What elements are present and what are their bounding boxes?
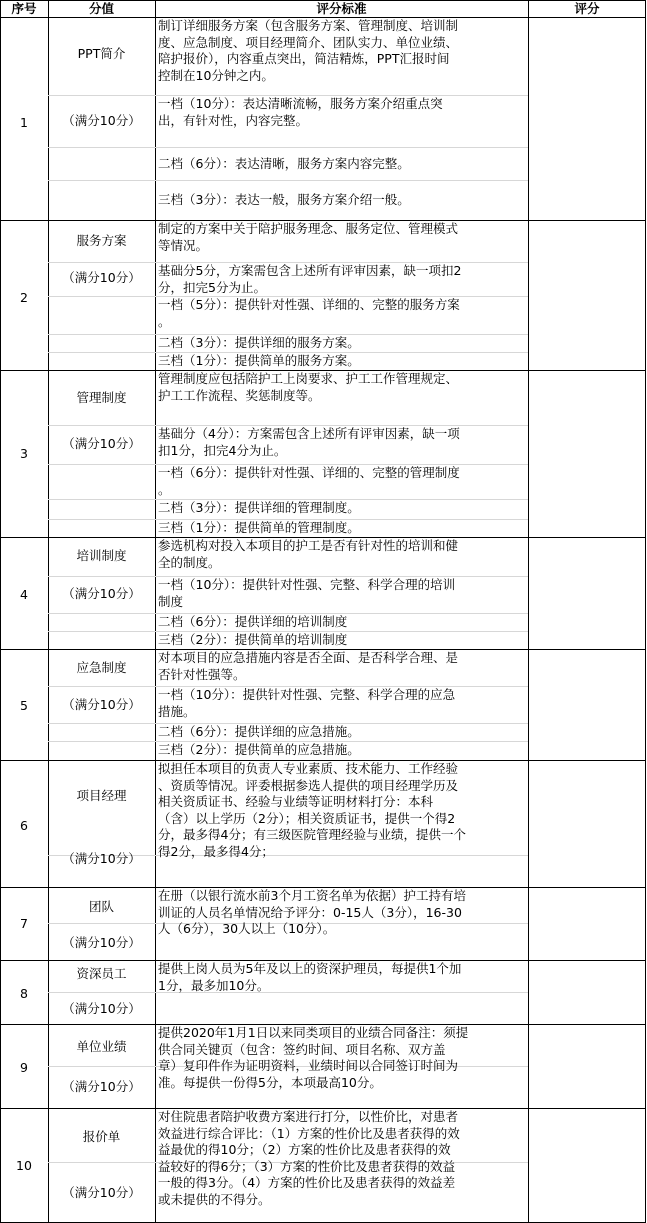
criteria-line: 扣1分，扣完4分为止。 (158, 442, 287, 458)
criteria-line: 全的制度。 (158, 554, 221, 570)
criteria-text (158, 632, 528, 649)
criteria-text (158, 1109, 528, 1222)
criteria-line: 相关资质证书、经验与业绩等证明材料打分：本科 (158, 794, 434, 809)
row-item-label: 单位业绩 (76, 1039, 127, 1054)
criteria-text (158, 371, 528, 425)
criteria-text (158, 297, 528, 334)
criteria-line: 效益进行综合评比：（1）方案的性价比及患者获得的效 (158, 1125, 460, 1141)
criteria-text (158, 888, 528, 960)
row-item-label: 管理制度 (76, 390, 127, 405)
criteria-line: 训证的人员名单情况给予评分：0-15人（3分），16-30 (158, 904, 462, 920)
criteria-line: 措施。 (158, 703, 196, 719)
row-full-score: （满分10分） (62, 1079, 141, 1094)
row-item-label: 报价单 (82, 1129, 121, 1144)
criteria-line: 、资质等情况。评委根据参选人提供的项目经理学历及 (158, 777, 459, 793)
row-item-label: 资深员工 (76, 966, 127, 981)
criteria-text (158, 650, 528, 686)
row-item-label: 培训制度 (76, 548, 127, 563)
row-item-label: 服务方案 (76, 233, 127, 248)
criteria-line: 准。每提供一份得5分，本项最高10分。 (158, 1074, 382, 1090)
criteria-line: 度、应急制度、项目经理简介、团队实力、单位业绩、 (158, 34, 459, 50)
criteria-text (158, 335, 528, 352)
criteria-text (158, 263, 528, 296)
criteria-line: 益最优的得10分；（2）方案的性价比及患者获得的效 (158, 1142, 451, 1157)
criteria-text (158, 181, 528, 220)
criteria-text (158, 961, 528, 1024)
criteria-line: 出，有针对性，内容完整。 (158, 112, 309, 128)
criteria-line: 制订详细服务方案（包含服务方案、管理制度、培训制 (158, 18, 459, 33)
criteria-text (158, 761, 528, 887)
row-item-label: 团队 (88, 899, 114, 914)
grid-line (645, 0, 646, 1223)
criteria-line: 得2分，最多得4分； (158, 843, 274, 859)
criteria-line: 拟担任本项目的负责人专业素质、技术能力、工作经验 (158, 761, 459, 776)
criteria-line: 三档（2分）：提供简单的培训制度 (158, 632, 348, 647)
criteria-line: 一档（10分）：提供针对性强、完整、科学合理的培训 (158, 577, 456, 592)
criteria-line: 三档（1分）：提供简单的服务方案。 (158, 353, 360, 368)
criteria-line: 分，最多得4分；有三级医院管理经验与业绩，提供一个 (158, 827, 466, 842)
row-seq: 4 (20, 587, 28, 602)
criteria-line: 。 (158, 481, 171, 497)
criteria-line: （含）以上学历（2分）；相关资质证书，提供一个得2 (158, 810, 456, 826)
row-seq: 6 (20, 818, 28, 833)
row-seq: 8 (20, 986, 28, 1001)
row-seq: 7 (20, 916, 28, 931)
criteria-line: 章）复印件作为证明资料，业绩时间以合同签订时间为 (158, 1058, 459, 1073)
criteria-line: 陪护报价），内容重点突出，简洁精炼，PPT汇报时间 (158, 51, 450, 66)
grid-line (0, 0, 646, 1)
header-criteria: 评分标准 (316, 1, 367, 16)
grid-line (528, 0, 529, 1223)
row-full-score: （满分10分） (62, 113, 141, 128)
row-seq: 5 (20, 698, 28, 713)
criteria-line: 二档（6分）：提供详细的培训制度 (158, 614, 348, 629)
criteria-text (158, 577, 528, 613)
criteria-line: 提供2020年1月1日以来同类项目的业绩合同备注：须提 (158, 1025, 469, 1040)
row-seq: 1 (20, 115, 28, 130)
row-full-score: （满分10分） (62, 1001, 141, 1016)
criteria-line: 基础分5分，方案需包含上述所有评审因素，缺一项扣2 (158, 263, 462, 278)
criteria-text (158, 426, 528, 464)
criteria-text (158, 614, 528, 631)
criteria-line: 制度 (158, 593, 184, 609)
row-item-label: 项目经理 (76, 788, 127, 803)
row-seq: 3 (20, 446, 28, 461)
criteria-line: 。 (158, 313, 171, 329)
row-seq: 10 (16, 1158, 32, 1173)
criteria-text (158, 1025, 528, 1108)
criteria-text (158, 148, 528, 180)
row-full-score: （满分10分） (62, 270, 141, 285)
criteria-line: 供合同关键页（包含：签约时间、项目名称、双方盖 (158, 1041, 446, 1057)
criteria-text (158, 221, 528, 262)
criteria-line: 三档（2分）：提供简单的应急措施。 (158, 742, 360, 757)
criteria-line: 在册（以银行流水前3个月工资名单为依据）护工持有培 (158, 888, 466, 903)
header-rating: 评分 (574, 1, 600, 16)
criteria-text (158, 465, 528, 499)
criteria-line: 二档（3分）：提供详细的服务方案。 (158, 335, 360, 350)
row-full-score: （满分10分） (62, 586, 141, 601)
criteria-line: 控制在10分钟之内。 (158, 67, 274, 83)
criteria-line: 对住院患者陪护收费方案进行打分，以性价比，对患者 (158, 1109, 459, 1124)
criteria-text (158, 520, 528, 537)
criteria-line: 对本项目的应急措施内容是否全面、是否科学合理、是 (158, 650, 459, 665)
criteria-line: 一档（10分）：表达清晰流畅，服务方案介绍重点突 (158, 96, 443, 111)
grid-line (0, 0, 1, 1223)
criteria-text (158, 724, 528, 741)
criteria-line: 人（6分），30人以上（10分）。 (158, 921, 336, 936)
criteria-line: 护工工作流程、奖惩制度等。 (158, 387, 321, 403)
criteria-line: 二档（3分）：提供详细的管理制度。 (158, 500, 360, 515)
criteria-text (158, 96, 528, 147)
criteria-line: 或未提供的不得分。 (158, 1191, 271, 1207)
row-seq: 2 (20, 290, 28, 305)
criteria-line: 1分，最多加10分。 (158, 977, 270, 993)
criteria-line: 一般的得3分。（4）方案的性价比及患者获得的效益差 (158, 1175, 456, 1190)
row-full-score: （满分10分） (62, 436, 141, 451)
criteria-line: 参选机构对投入本项目的护工是否有针对性的培训和健 (158, 538, 459, 553)
criteria-line: 一档（5分）：提供针对性强、详细的、完整的服务方案 (158, 297, 460, 312)
header-seq: 序号 (11, 1, 37, 16)
criteria-line: 一档（6分）：提供针对性强、详细的、完整的管理制度 (158, 465, 460, 480)
criteria-line: 否针对性强等。 (158, 666, 246, 682)
criteria-line: 管理制度应包括陪护工上岗要求、护工工作管理规定、 (158, 371, 459, 386)
criteria-line: 三档（3分）：表达一般，服务方案介绍一般。 (158, 192, 410, 208)
row-item-label: 应急制度 (76, 660, 127, 675)
criteria-text (158, 687, 528, 723)
criteria-line: 提供上岗人员为5年及以上的资深护理员，每提供1个加 (158, 961, 462, 976)
row-full-score: （满分10分） (62, 935, 141, 950)
criteria-line: 基础分（4分）：方案需包含上述所有评审因素，缺一项 (158, 426, 460, 441)
criteria-line: 分，扣完5分为止。 (158, 279, 266, 295)
criteria-text (158, 18, 528, 95)
criteria-line: 二档（6分）：提供详细的应急措施。 (158, 724, 360, 739)
criteria-line: 益较好的得6分；（3）方案的性价比及患者获得的效益 (158, 1158, 456, 1174)
criteria-text (158, 353, 528, 370)
grid-line (155, 0, 156, 1223)
criteria-line: 制定的方案中关于陪护服务理念、服务定位、管理模式 (158, 221, 459, 236)
criteria-line: 等情况。 (158, 237, 209, 253)
criteria-text (158, 500, 528, 519)
criteria-text (158, 742, 528, 760)
row-full-score: （满分10分） (62, 1185, 141, 1200)
row-item-label: PPT简介 (77, 46, 126, 61)
criteria-text (158, 538, 528, 576)
criteria-line: 二档（6分）：表达清晰，服务方案内容完整。 (158, 155, 410, 171)
header-score-value: 分值 (88, 1, 114, 16)
criteria-line: 三档（1分）：提供简单的管理制度。 (158, 520, 360, 535)
row-seq: 9 (20, 1060, 28, 1075)
row-full-score: （满分10分） (62, 697, 141, 712)
row-full-score: （满分10分） (62, 851, 141, 866)
criteria-line: 一档（10分）：提供针对性强、完整、科学合理的应急 (158, 687, 456, 702)
